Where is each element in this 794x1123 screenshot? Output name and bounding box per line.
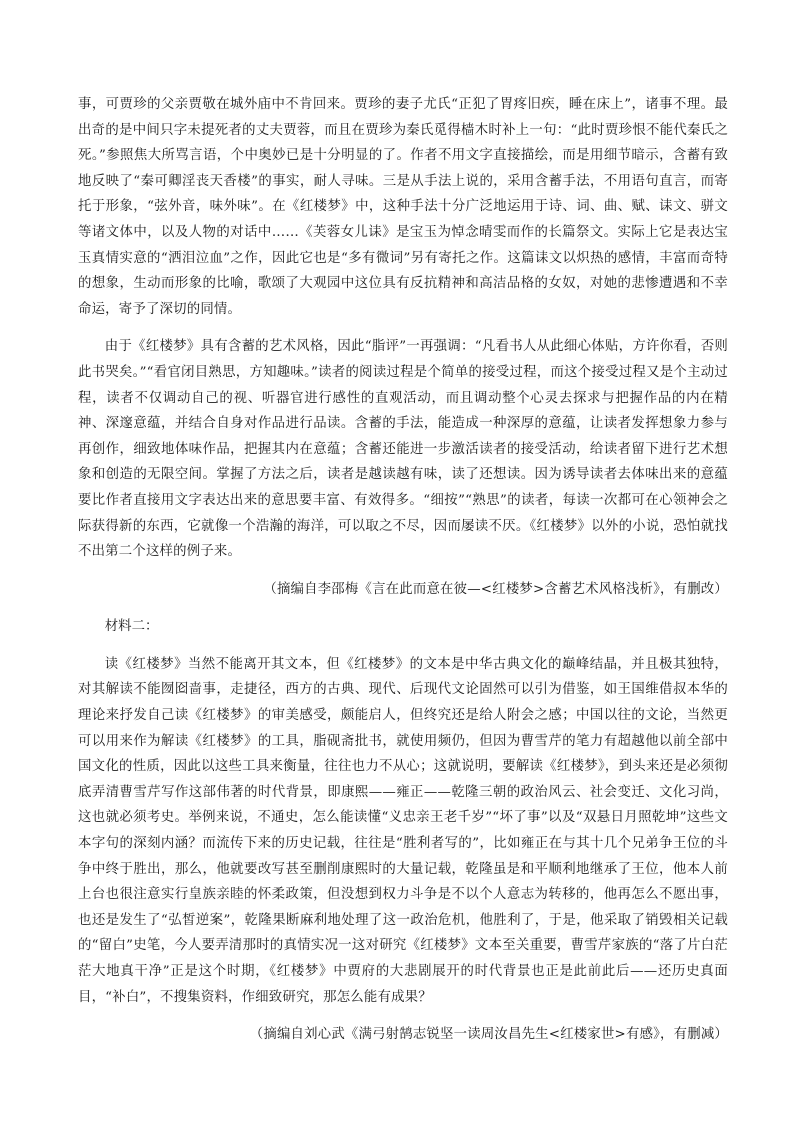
material-two-label: 材料二： xyxy=(104,619,159,635)
source-citation-1: （摘编自李邵梅《言在此而意在彼—<红楼梦>含蓄艺术风格浅析》，有删改） xyxy=(263,581,728,597)
document-page xyxy=(78,92,728,1048)
body-paragraph-3: 读《红楼梦》当然不能离开其文本，但《红楼梦》的文本是中华古典文化的巅峰结晶，并且极其独特，对其解读不能囫囵啬事，走捷径，西方的古典、现代、后现代文论固然可以引为借鉴，如王国维借叔本华的理论来抒发自己读《红楼梦》的审美感受，颇能启人，但终究还是给人附会之感；中国以往的文论，当然更可以用来作为解读《红楼梦》的工具，脂砚斋批书，就使用频仍，但因为曹雪芹的笔力有超越他以前全部中国文化的性质，因此以这些工具来衡量，往往也力不从心；这就说明，要解读《红楼梦》，到头来还是必须彻底弄清曹雪芹写作这部伟著的时代背景，即康熙——雍正——乾隆三朝的政治风云、社会变迁、文化习尚，这也就必须考史。举例来说，不通史，怎么能读懂“义忠亲王老千岁”“坏了事”以及“双悬日月照乾坤”这些文本字句的深刻内涵？而流传下来的历史记载，往往是“胜利者写的”，比如雍正在与其十几个兄弟争王位的斗争中终于胜出，那么，他就要改写甚至删削康熙时的大量记载，乾隆虽是和平顺利地继承了王位，他本人前上台也很注意实行皇族亲睦的怀柔政策，但没想到权力斗争是不以个人意志为转移的，他再怎么不愿出事，也还是发生了“弘皙逆案”，乾隆果断麻利地处理了这一政治危机，他胜利了，于是，他采取了销毁相关记载的“留白”史笔，今人要弄清那时的真情实况一这对研究《红楼梦》文本至关重要，曹雪芹家族的“落了片白茫茫大地真干净”正是这个时期，《红楼梦》中贾府的大悲剧展开的时代背景也正是此前此后——还历史真面目，“补白”，不搜集资料，作细致研究，那怎么能有成果？ xyxy=(78,656,728,1005)
body-paragraph-2: 由于《红楼梦》具有含蓄的艺术风格，因此“脂评”一再强调：“凡看书人从此细心体贴，方许你看，否则此书哭矣。”“看官闭目熟思，方知趣味。”读者的阅读过程是个简单的接受过程，而这个接受过程又是个主动过程，读者不仅调动自己的视、听器官进行感性的直观活动，而且调动整个心灵去探求与把握作品的内在精神、深邃意蕴，并结合自身对作品进行品读。含蓄的手法，能造成一种深厚的意蕴，让读者发挥想象力参与再创作，细致地体味作品，把握其内在意蕴；含蓄还能进一步激活读者的接受活动，给读者留下进行艺术想象和创造的无限空间。掌握了方法之后，读者是越读越有味，读了还想读。因为诱导读者去体味出来的意蕴要比作者直接用文字表达出来的意思要丰富、有效得多。“细按”“熟思”的读者，每读一次都可在心领神会之际获得新的东西，它就像一个浩瀚的海洋，可以取之不尽，因而屡读不厌。《红楼梦》以外的小说，恐怕就找不出第二个这样的例子来。 xyxy=(78,339,728,560)
body-paragraph-1: 事，可贾珍的父亲贾敬在城外庙中不肯回来。贾珍的妻子尤氏“正犯了胃疼旧疾，睡在床上”，诸事不理。最出奇的是中间只字未提死者的丈夫贾蓉，而且在贾珍为秦氏觅得樯木时补上一句：“此时贾珍恨不能代秦氏之死。”参照焦大所骂言语，个中奥妙已是十分明显的了。作者不用文字直接描绘，而是用细节暗示，含蓄有致地反映了“秦可卿淫丧天香楼”的事实，耐人寻味。三是从手法上说的，采用含蓄手法，不用语句直言，而寄托于形象，“弦外音，味外味”。在《红楼梦》中，这种手法十分广泛地运用于诗、词、曲、赋、诔文、骈文等诸文体中，以及人物的对话中……《芙蓉女儿诔》是宝玉为悼念晴雯而作的长篇祭文。实际上它是表达宝玉真情实意的“洒泪泣血”之作，因此它也是“多有微词”另有寄托之作。这篇诔文以炽热的感情，丰富而奇特的想象，生动而形象的比喻，歌颂了大观园中这位具有反抗精神和高洁品格的女奴，对她的悲惨遭遇和不幸命运，寄予了深切的同情。 xyxy=(78,97,728,317)
source-citation-2: （摘编自刘心武《满弓射鹄志锐坚一读周汝昌先生<红楼家世>有感》，有删减） xyxy=(249,1027,728,1043)
